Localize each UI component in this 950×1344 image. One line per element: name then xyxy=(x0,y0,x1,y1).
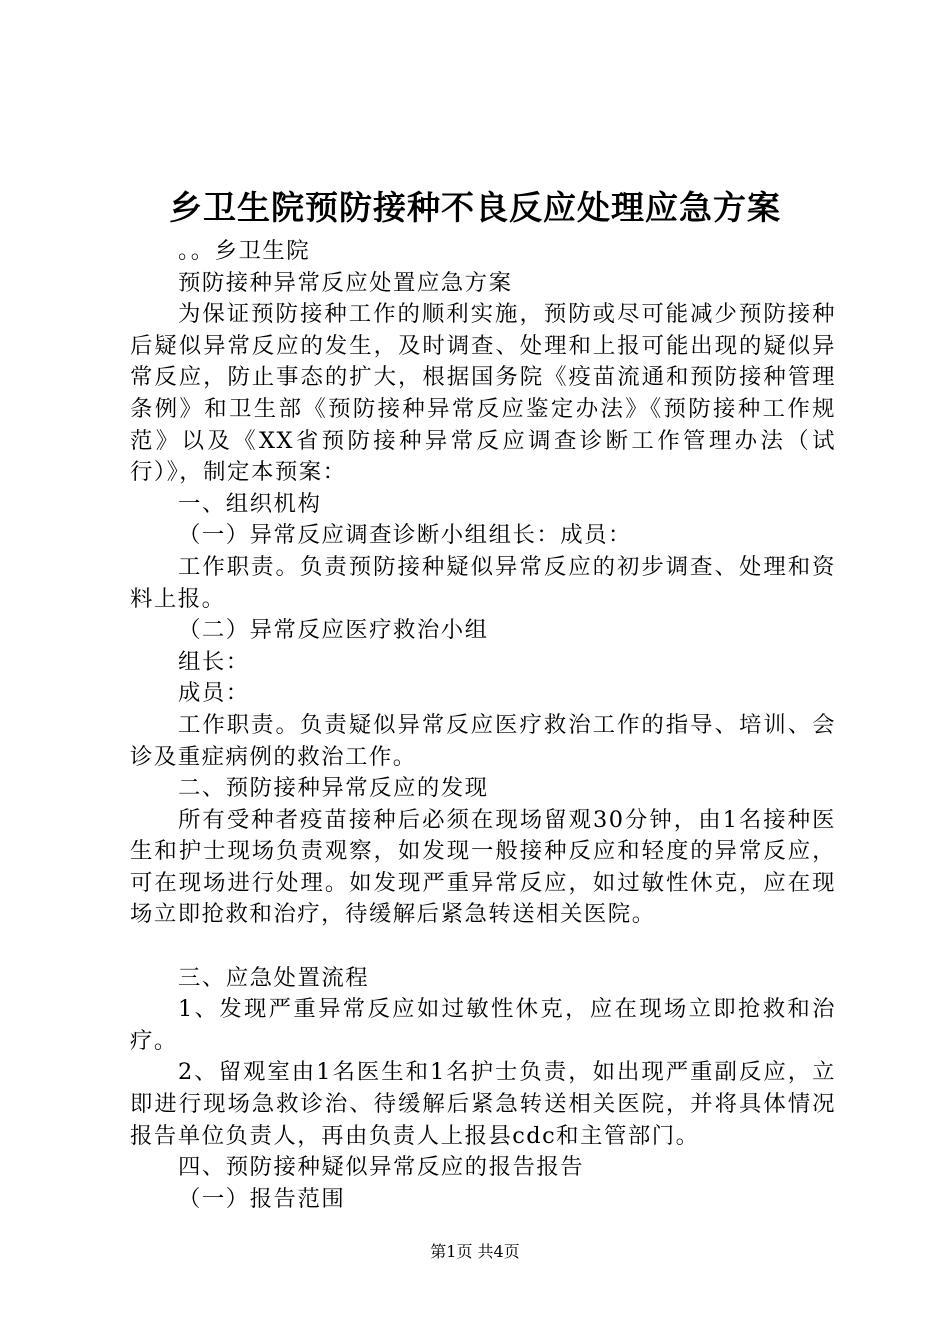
paragraph-discovery: 所有受种者疫苗接种后必须在现场留观30分钟，由1名接种医生和护士现场负责观察，如发现一般接种反应和轻度的异常反应，可在现场进行处理。如发现严重异常反应，如过敏性休克，应在现场立即抢救和治疗，待缓解后紧急转送相关医院。 xyxy=(130,806,836,928)
subsection-reporting-scope: （一）报告范围 xyxy=(178,1185,346,1212)
section-heading-emergency-process: 三、应急处置流程 xyxy=(178,964,370,991)
document-body xyxy=(130,236,836,1215)
subsection-treatment-group: （二）异常反应医疗救治小组 xyxy=(178,617,489,644)
paragraph-process-step-1: 1、发现严重异常反应如过敏性休克，应在现场立即抢救和治疗。 xyxy=(130,996,836,1054)
document-title: 乡卫生院预防接种不良反应处理应急方案 xyxy=(169,188,781,227)
paragraph-process-step-2: 2、留观室由1名医生和1名护士负责，如出现严重副反应，立即进行现场急救诊治、待缓解后紧急转送相关医院，并将具体情况报告单位负责人，再由负责人上报县cdc和主管部门。 xyxy=(130,1059,836,1149)
paragraph-treatment-duties: 工作职责。负责疑似异常反应医疗救治工作的指导、培训、会诊及重症病例的救治工作。 xyxy=(130,711,836,770)
paragraph-intro: 为保证预防接种工作的顺利实施，预防或尽可能减少预防接种后疑似异常反应的发生，及时调查、处理和上报可能出现的疑似异常反应，防止事态的扩大，根据国务院《疫苗流通和预防接种管理条例》和卫生部《预防接种异常反应鉴定办法》《预防接种工作规范》以及《XX省预防接种异常反应调查诊断工作管理办法（试行）》，制定本预案： xyxy=(130,301,836,486)
section-heading-reporting: 四、预防接种疑似异常反应的报告报告 xyxy=(178,1154,585,1181)
subsection-investigation-group: （一）异常反应调查诊断小组组长：成员： xyxy=(178,522,632,549)
section-heading-organization: 一、组织机构 xyxy=(178,490,322,517)
paragraph-investigation-duties: 工作职责。负责预防接种疑似异常反应的初步调查、处理和资料上报。 xyxy=(130,553,836,612)
paragraph-plan-name: 预防接种异常反应处置应急方案 xyxy=(178,269,513,296)
page-footer: 第1页 共4页 xyxy=(430,1242,520,1261)
section-heading-discovery: 二、预防接种异常反应的发现 xyxy=(178,775,489,802)
paragraph-group-members: 成员： xyxy=(178,680,250,707)
paragraph-org-name: 。。乡卫生院 xyxy=(178,238,311,264)
paragraph-group-leader: 组长： xyxy=(178,648,250,675)
